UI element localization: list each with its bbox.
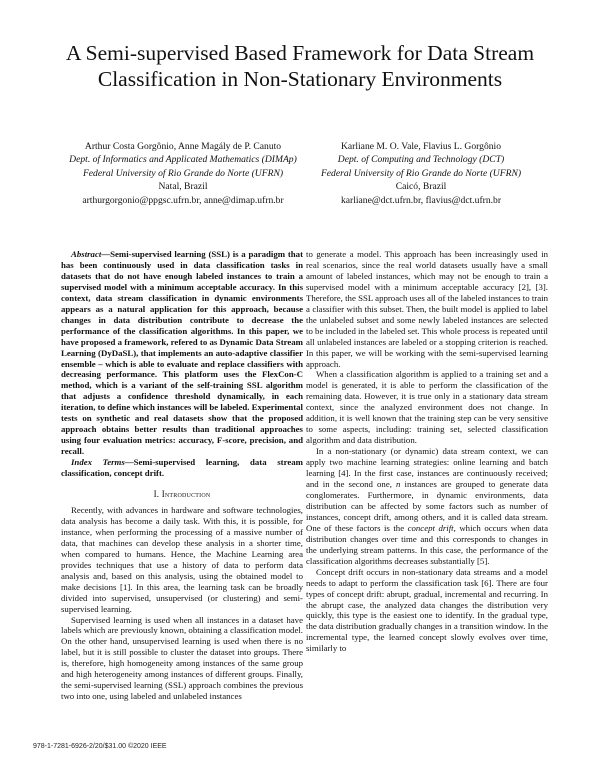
author-department: Dept. of Computing and Technology (DCT) xyxy=(337,154,505,166)
body-paragraph: Concept drift occurs in non-stationary data streams and a model needs to adapt to perform the classification task [6]. There are four types of concept drift: abrupt, gradual, incremental and recurring. In the abrupt case, the analyzed data changes the distribution very quickly, this type is the easiest one to identify. In the gradual type, the data distribution gradually changes in a transition window. In the incremental type, the learned concept slowly evolves over time, similarly to xyxy=(306,566,548,654)
text-run-italic: n xyxy=(396,479,401,490)
author-university: Federal University of Rio Grande do Norte (UFRN) xyxy=(82,167,284,179)
author-city: Natal, Brazil xyxy=(158,181,208,193)
body-paragraph: Supervised learning is used when all instances in a dataset have labels which are previously known, obtaining a classification model. On the other hand, unsupervised learning is used when there is no label, but it is still possible to cluster the dataset into groups. There is, therefore, high homogeneity among instances of the same group and high heterogeneity among instances of different groups. Finally, the semi-supervised learning (SSL) approach combines the previous two into one, using labeled and unlabeled instances xyxy=(61,614,303,702)
section-title: Introduction xyxy=(161,489,211,500)
author-city: Caicó, Brazil xyxy=(395,181,447,193)
index-terms-text: —Semi-supervised learning, data stream classification, concept drift. xyxy=(61,457,303,479)
index-terms-label: Index Terms xyxy=(71,457,125,468)
text-run: instances are grouped to generate data conglomerates. Furthermore, in dynamic environments, data distribution can be affected by some factors such as number of instances, concept drift, among others, and it is called data stream. One of these factors is the xyxy=(306,479,548,533)
copyright-footer: 978-1-7281-6926-2/20/$31.00 ©2020 IEEE xyxy=(33,743,167,750)
author-names: Arthur Costa Gorgônio, Anne Magály de P. Canuto xyxy=(84,141,282,152)
author-block-left xyxy=(58,140,308,207)
body-paragraph: When a classification algorithm is applied to a training set and a model is generated, it is able to perform the classification of the remaining data. However, it is true only in a stationary data stream context, since the analyzed environment does not change. In addition, it is well known that the training step can be very sensitive to some aspects, including: training set, selected classification algorithm and data distribution. xyxy=(306,369,548,446)
abstract-label: Abstract xyxy=(71,249,102,259)
section-heading xyxy=(61,489,303,500)
author-block-right xyxy=(296,140,546,207)
index-terms xyxy=(61,457,303,479)
paper-title: A Semi-supervised Based Framework for Data Stream Classification in Non-Stationary Environments xyxy=(65,41,535,91)
text-run: In a non-stationary (or dynamic) data stream context, we can apply two machine learning strategies: online learning and batch learning [4]. In the first case, instances are continuously received; and in the second one, xyxy=(306,446,548,490)
author-department: Dept. of Informatics and Applicated Mathematics (DIMAp) xyxy=(69,154,297,166)
abstract-text: —Semi-supervised learning (SSL) is a paradigm that has been continuously used in data classification tasks in datasets that do not have enough labeled instances to train a supervised model with a minimum acceptable accuracy. In this context, data stream classification in dynamic environments appears as a natural application for this approach, because changes in data distribution contribute to decrease the performance of the classification algorithms. In this paper, we have proposed a framework, refered to as Dynamic Data Stream Learning (DyDaSL), that implements an auto-adaptive classifier ensemble – which is able to evaluate and replace classifiers with decreasing performance. This platform uses the FlexCon-C method, which is a variant of the self-training SSL algorithm that adjusts a confidence threshold dynamically, in each iteration, to define which instances will be labeled. Experimental tests on synthetic and real datasets show that the proposed approach obtains better results than traditional approaches using four evaluation metrics: accuracy, F-score, precision, and recall. xyxy=(61,249,303,457)
text-run: , which occurs when data distribution changes over time and this corresponds to changes in the underlying stream patterns. In this case, the performance of the classification algorithms decreases substantially [5]. xyxy=(306,522,548,566)
author-emails: arthurgorgonio@ppgsc.ufrn.br, anne@dimap.ufrn.br xyxy=(82,194,284,206)
author-university: Federal University of Rio Grande do Norte (UFRN) xyxy=(320,167,522,179)
abstract xyxy=(61,249,303,457)
body-paragraph: Recently, with advances in hardware and software technologies, data analysis has become a daily task. With this, it is possible, for instance, when performing the processing of a massive number of data, that machines can develop these analysis in a shorter time, when compared to humans. Hence, the Machine Learning area provides techniques that use a history of data to perform data analysis and, based on this analysis, using the obtained model to make decisions [1]. In this area, the learning task can be broadly divided into supervised, unsupervised (or clustering) and semi-supervised learning. xyxy=(61,504,303,614)
section-number: I. xyxy=(153,489,160,500)
right-column xyxy=(306,249,548,654)
body-paragraph: to generate a model. This approach has been increasingly used in real scenarios, since the real world datasets usually have a small amount of labeled instances, which may not be enough to train a supervised model with a minimum acceptable accuracy [2], [3]. Therefore, the SSL approach uses all of the labeled instances to train a classifier with this subset. Then, the built model is applied to label the unlabeled subset and some newly labeled instances are selected to be included in the labeled set. This whole process is repeated until all unlabeled instances are labeled or a stopping criterion is reached. In this paper, we will be working with the semi-supervised learning approach. xyxy=(306,249,548,369)
author-emails: karliane@dct.ufrn.br, flavius@dct.ufrn.br xyxy=(340,194,502,206)
left-column xyxy=(61,249,303,702)
author-names: Karliane M. O. Vale, Flavius L. Gorgônio xyxy=(340,141,502,152)
body-paragraph xyxy=(306,446,548,566)
text-run-italic: concept drift xyxy=(407,522,454,533)
